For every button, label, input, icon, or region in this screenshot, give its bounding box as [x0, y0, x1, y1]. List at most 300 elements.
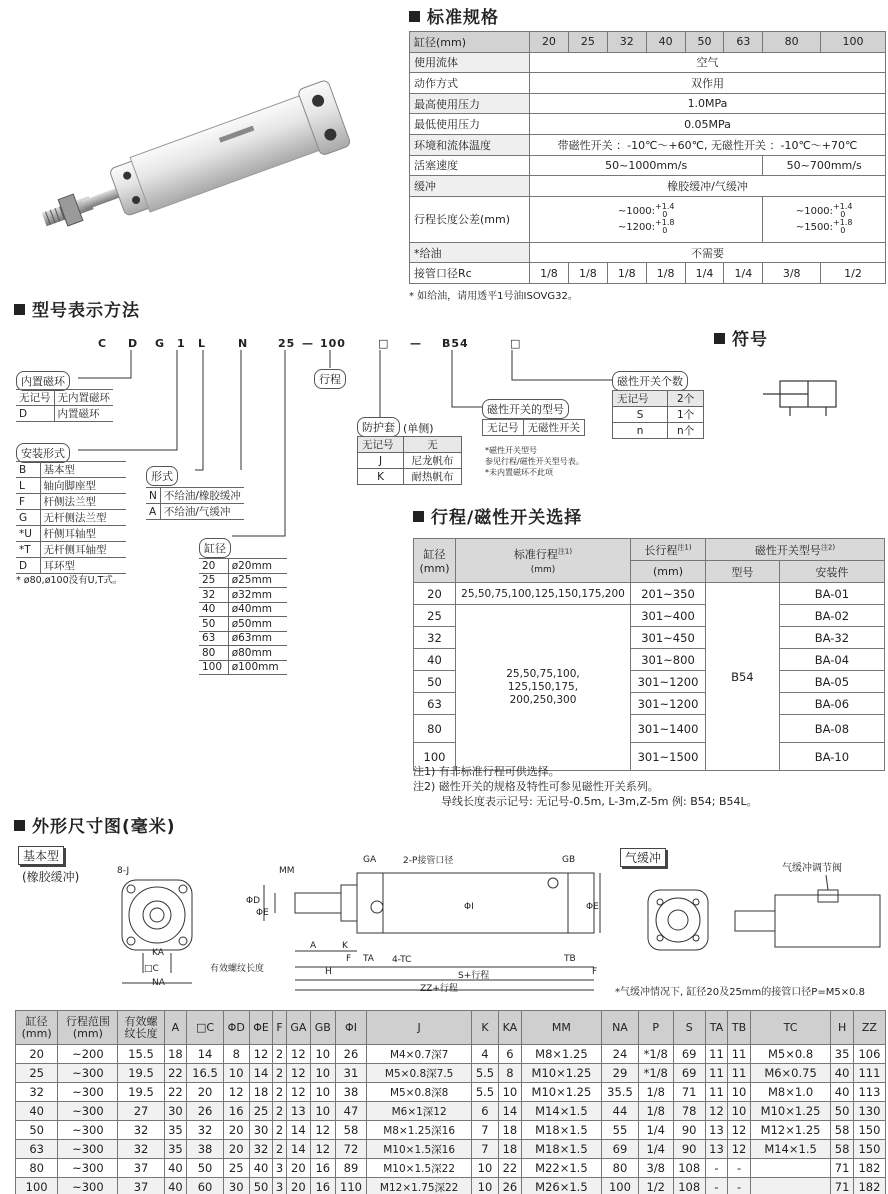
table-row [16, 1140, 886, 1159]
port-cell: 1/8 [530, 263, 569, 284]
dim-cell: 10 [499, 1083, 522, 1102]
dim-header: NA [602, 1011, 639, 1045]
dim-cell: 30 [249, 1121, 273, 1140]
dim-cell: 90 [673, 1121, 705, 1140]
dim-cell: 111 [853, 1064, 885, 1083]
bore-col: 80 [763, 32, 821, 53]
dim-header: TA [705, 1011, 728, 1045]
dim-cell: M5×0.8 [750, 1045, 830, 1064]
dim-cell: 31 [335, 1064, 367, 1083]
dim-label-p: 2-P接管口径 [403, 856, 454, 866]
dim-cell: 3 [273, 1178, 286, 1194]
dim-cell: 22 [164, 1064, 187, 1083]
symbol-section-title: 符号 [714, 325, 768, 350]
dim-label-e: ΦE [256, 908, 269, 918]
port-cell: 1/2 [821, 263, 886, 284]
dim-cell: 71 [831, 1159, 854, 1178]
dim-cell: 10 [311, 1083, 335, 1102]
dim-cell: 90 [673, 1140, 705, 1159]
dim-cell: ~300 [58, 1159, 118, 1178]
dim-cell: 50 [249, 1178, 273, 1194]
dim-cell: 12 [728, 1140, 751, 1159]
dim-cell: 2 [273, 1064, 286, 1083]
dim-cell: 32 [118, 1121, 164, 1140]
dim-cell: 72 [335, 1140, 367, 1159]
dim-cell: 11 [728, 1064, 751, 1083]
dim-cell: 150 [853, 1140, 885, 1159]
dim-cell: 32 [187, 1121, 224, 1140]
dim-cell: 3/8 [638, 1159, 673, 1178]
dim-cell: 40 [831, 1083, 854, 1102]
dim-cell: 50 [831, 1102, 854, 1121]
model-code-part: 1 [177, 337, 186, 350]
dim-cell: 19.5 [118, 1064, 164, 1083]
dim-label-c: □C [144, 964, 159, 974]
dim-cell: 20 [16, 1045, 58, 1064]
dim-cell: 26 [499, 1178, 522, 1194]
dim-cell: M8×1.25 [521, 1045, 601, 1064]
dim-header: MM [521, 1011, 601, 1045]
dim-cell: 30 [164, 1102, 187, 1121]
dim-cell: 35 [831, 1045, 854, 1064]
dim-cell: 150 [853, 1121, 885, 1140]
dim-header: TC [750, 1011, 830, 1045]
model-code-part: C [98, 337, 108, 350]
dim-cell: 13 [705, 1140, 728, 1159]
dim-cell [750, 1159, 830, 1178]
dim-cell: 30 [223, 1178, 249, 1194]
dim-cell: 6 [499, 1045, 522, 1064]
dim-cell: 80 [602, 1159, 639, 1178]
dim-cell: 38 [335, 1083, 367, 1102]
dim-cell: ~200 [58, 1045, 118, 1064]
dim-cell: M5×0.8深7.5 [367, 1064, 471, 1083]
dim-cell: 10 [471, 1159, 498, 1178]
dim-cell: 32 [16, 1083, 58, 1102]
dim-cell: M6×1深12 [367, 1102, 471, 1121]
dim-cell: 37 [118, 1178, 164, 1194]
dim-cell: M4×0.7深7 [367, 1045, 471, 1064]
boot-title: 防护套 [357, 417, 400, 437]
dim-cell: 12 [286, 1045, 310, 1064]
dim-header: 缸径 (mm) [16, 1011, 58, 1045]
model-code-part: L [198, 337, 207, 350]
dim-cell: 16 [223, 1102, 249, 1121]
dim-cell: 20 [286, 1178, 310, 1194]
dim-cell: 14 [499, 1102, 522, 1121]
dim-cell: 2 [273, 1083, 286, 1102]
dim-cell: M8×1.0 [750, 1083, 830, 1102]
dim-cell: 19.5 [118, 1083, 164, 1102]
dim-cell: 18 [499, 1140, 522, 1159]
stroke-notes: 注1) 有非标准行程可供选择。 注2) 磁性开关的规格及特性可参见磁性开关系列。 导线长度表示记号: 无记号-0.5m, L-3m,Z-5m 例: B54; B54L。 [413, 765, 758, 808]
dim-label-na: NA [152, 978, 165, 988]
dim-cell: 18 [249, 1083, 273, 1102]
dim-cell: 25 [249, 1102, 273, 1121]
dim-cell: 16 [311, 1178, 335, 1194]
model-code-part: 100 [320, 337, 346, 350]
dim-header: GB [311, 1011, 335, 1045]
dim-header: S [673, 1011, 705, 1045]
dim-cell: 16.5 [187, 1064, 224, 1083]
dim-cell: 27 [118, 1102, 164, 1121]
dim-cell: 113 [853, 1083, 885, 1102]
dim-cell: 12 [705, 1102, 728, 1121]
form-title: 形式 [146, 466, 178, 486]
table-row [16, 1159, 886, 1178]
dim-label-ka: KA [152, 948, 164, 958]
boot-subtitle: (单侧) [403, 422, 434, 435]
model-code-part: □ [510, 337, 522, 350]
bore-col: 50 [685, 32, 724, 53]
spec-section-title: 标准规格 [409, 3, 499, 28]
dim-cell: 58 [335, 1121, 367, 1140]
dim-label-j: 8-J [117, 866, 130, 876]
dim-cell: ~300 [58, 1064, 118, 1083]
dim-label-zz: ZZ+行程 [420, 984, 458, 994]
magnet-table: 无记号 无内置磁环 D 内置磁环 [16, 389, 113, 422]
dim-cell: 8 [499, 1064, 522, 1083]
dim-header: ZZ [853, 1011, 885, 1045]
dimension-table [15, 1010, 886, 1194]
bore-col: 32 [607, 32, 646, 53]
dim-cell: 12 [311, 1121, 335, 1140]
dim-cell: 2 [273, 1045, 286, 1064]
table-row [16, 1121, 886, 1140]
dim-cell: 58 [831, 1121, 854, 1140]
dim-cell: 1/8 [638, 1102, 673, 1121]
switch-count-table: 无记号 2个 S 1个 n n个 [612, 390, 704, 439]
dim-cell: 35 [164, 1121, 187, 1140]
dim-cell: 26 [187, 1102, 224, 1121]
dim-cell: 37 [118, 1159, 164, 1178]
dim-cell: 44 [602, 1102, 639, 1121]
dim-header: □C [187, 1011, 224, 1045]
table-row [16, 1064, 886, 1083]
dim-cell: 12 [311, 1140, 335, 1159]
dim-cell: 130 [853, 1102, 885, 1121]
dim-cell: ~300 [58, 1083, 118, 1102]
dim-cell: M26×1.5 [521, 1178, 601, 1194]
dim-cell: 29 [602, 1064, 639, 1083]
cylinder-product-photo [12, 62, 372, 242]
dim-cell: 13 [705, 1121, 728, 1140]
dim-header: A [164, 1011, 187, 1045]
mount-title: 安装形式 [16, 443, 70, 463]
dim-cell: ~300 [58, 1178, 118, 1194]
dim-cell: 20 [223, 1121, 249, 1140]
dim-cell: 11 [705, 1045, 728, 1064]
dim-cell: 11 [728, 1045, 751, 1064]
model-section-title: 型号表示方法 [14, 296, 140, 321]
dim-cell: 110 [335, 1178, 367, 1194]
dim-cell: 10 [311, 1064, 335, 1083]
spec-note: * 如给油，请用透平1号油ISOVG32。 [409, 291, 578, 302]
dim-cell: 35.5 [602, 1083, 639, 1102]
dim-cell: 80 [16, 1159, 58, 1178]
model-code-part: G [155, 337, 166, 350]
model-code-part: □ [378, 337, 390, 350]
mount-note: * ø80,ø100没有U,T式。 [16, 575, 123, 586]
dim-cell: 16 [311, 1159, 335, 1178]
dim-cell: 11 [705, 1064, 728, 1083]
dim-cell: M10×1.5深16 [367, 1140, 471, 1159]
dim-cell: 55 [602, 1121, 639, 1140]
dim-cell: 12 [286, 1083, 310, 1102]
model-code-part: — [410, 337, 422, 350]
basic-type-sub: (橡胶缓冲) [22, 870, 80, 884]
dim-cell: ~300 [58, 1102, 118, 1121]
switch-type-title: 磁性开关的型号 [482, 399, 569, 419]
dim-cell: M10×1.25 [521, 1083, 601, 1102]
dim-cell: 71 [831, 1178, 854, 1194]
dim-cell: 89 [335, 1159, 367, 1178]
cylinder-symbol [762, 376, 852, 420]
dim-cell: 26 [335, 1045, 367, 1064]
dim-cell: 14 [286, 1140, 310, 1159]
dim-cell: M10×1.25 [750, 1102, 830, 1121]
bore-header-label: 缸径(mm) [410, 32, 530, 53]
form-table: N 不给油/橡胶缓冲 A 不给油/气缓冲 [146, 487, 244, 520]
dim-cell: 108 [673, 1178, 705, 1194]
dim-cell: 13 [286, 1102, 310, 1121]
dim-cell: 24 [602, 1045, 639, 1064]
model-code-part: 25 [278, 337, 296, 350]
model-code-part: B54 [442, 337, 469, 350]
port-cell: 1/8 [607, 263, 646, 284]
bore-title: 缸径 [199, 538, 231, 558]
dim-label-d: ΦD [246, 896, 261, 906]
dim-label-ga: GA [363, 855, 377, 865]
dim-label-e-right: ΦE [586, 902, 599, 912]
dim-cell: M22×1.5 [521, 1159, 601, 1178]
dim-header: F [273, 1011, 286, 1045]
dim-cell [750, 1178, 830, 1194]
dim-cell: 18 [164, 1045, 187, 1064]
dim-cell: 6 [471, 1102, 498, 1121]
switch-count-title: 磁性开关个数 [612, 371, 688, 391]
dim-label-h: H [325, 967, 332, 977]
dim-cell: 22 [499, 1159, 522, 1178]
dim-cell: 10 [311, 1045, 335, 1064]
dims-section-title: 外形尺寸图(毫米) [14, 812, 176, 837]
model-code-part: — [302, 337, 314, 350]
dim-cell: 38 [187, 1140, 224, 1159]
dim-cell: 5.5 [471, 1083, 498, 1102]
stroke-table: 缸径 (mm) 标准行程$^{注1)}$ (mm) 长行程$^{注1)}$ 磁性开关型号$^{注2)}$ (mm) 型号 安装件 20 25,50,75,100,125,150,175,200 201~350 B54 BA-01 25 25,50,75,100, 125,150,175, 200,250,300 301~400 BA-02 32 301~450 BA-32 40 301~800 BA-04 50 301~1200 BA-05 63 301~1200 BA-06 80 301~1400 BA-08 100 301~1500 BA-10 [413, 538, 885, 771]
dim-cell: 71 [673, 1083, 705, 1102]
bore-col: 63 [724, 32, 763, 53]
dim-cell: 78 [673, 1102, 705, 1121]
dim-cell: *1/8 [638, 1064, 673, 1083]
dim-header: K [471, 1011, 498, 1045]
dim-cell: ~300 [58, 1121, 118, 1140]
dim-header: H [831, 1011, 854, 1045]
dim-label-i: ΦI [464, 902, 474, 912]
table-row [16, 1045, 886, 1064]
dim-cell: M14×1.5 [750, 1140, 830, 1159]
bore-col: 25 [568, 32, 607, 53]
port-cell: 3/8 [763, 263, 821, 284]
dim-cell: 108 [673, 1159, 705, 1178]
dim-cell: 12 [728, 1121, 751, 1140]
dim-cell: 63 [16, 1140, 58, 1159]
dim-cell: 10 [728, 1102, 751, 1121]
dim-label-thread: 有效螺纹长度 [210, 964, 265, 974]
air-cushion-tag: 气缓冲 [620, 848, 666, 867]
dim-cell: 50 [16, 1121, 58, 1140]
dim-cell: - [728, 1159, 751, 1178]
dim-cell: 25 [16, 1064, 58, 1083]
dim-header: ΦE [249, 1011, 273, 1045]
dim-cell: 40 [16, 1102, 58, 1121]
dim-cell: 5.5 [471, 1064, 498, 1083]
dim-cell: 4 [471, 1045, 498, 1064]
dim-cell: 106 [853, 1045, 885, 1064]
bore-col: 20 [530, 32, 569, 53]
dim-cell: 12 [249, 1045, 273, 1064]
dim-cell: M18×1.5 [521, 1140, 601, 1159]
stroke-section-title: 行程/磁性开关选择 [413, 503, 582, 528]
dim-cell: *1/8 [638, 1045, 673, 1064]
dim-cell: 14 [249, 1064, 273, 1083]
dim-cell: 69 [673, 1064, 705, 1083]
dim-label-tb: TB [564, 954, 576, 964]
dim-label-mm: MM [279, 866, 295, 876]
dim-cell: 69 [602, 1140, 639, 1159]
dim-header: J [367, 1011, 471, 1045]
dim-cell: 32 [118, 1140, 164, 1159]
dim-label-gb: GB [562, 855, 576, 865]
dim-cell: - [705, 1159, 728, 1178]
dim-cell: 47 [335, 1102, 367, 1121]
bore-table: 20 ø20mm 25 ø25mm 32 ø32mm 40 ø40mm 50 ø50mm 63 ø63mm 80 ø80mm 100 ø100mm [199, 558, 287, 675]
dim-label-a: A [310, 941, 317, 951]
dim-cell: 18 [499, 1121, 522, 1140]
dim-header: GA [286, 1011, 310, 1045]
dim-header: P [638, 1011, 673, 1045]
dim-cell: 182 [853, 1159, 885, 1178]
dim-cell: 20 [187, 1083, 224, 1102]
dim-cell: 2 [273, 1140, 286, 1159]
dim-header: 有效螺 纹长度 [118, 1011, 164, 1045]
dim-cell: 100 [602, 1178, 639, 1194]
model-code-part: D [128, 337, 139, 350]
mount-table: B 基本型 L 轴向脚座型 F 杆侧法兰型 G 无杆侧法兰型 *U 杆侧耳轴型 *T 无杆侧耳轴型 D 耳环型 [16, 461, 126, 574]
dim-cell: 32 [249, 1140, 273, 1159]
dim-cell: 50 [187, 1159, 224, 1178]
dim-cell: 69 [673, 1045, 705, 1064]
dim-cell: 40 [164, 1159, 187, 1178]
dim-cell: - [728, 1178, 751, 1194]
dim-cell: 35 [164, 1140, 187, 1159]
dim-cell: 60 [187, 1178, 224, 1194]
dim-cell: 25 [223, 1159, 249, 1178]
dim-label-tc: 4-TC [392, 955, 412, 965]
basic-type-tag: 基本型 [18, 846, 64, 865]
switch-type-notes: *磁性开关型号 参见行程/磁性开关型号表。 *未内置磁环不此项 [485, 446, 584, 477]
dim-cell: M10×1.5深22 [367, 1159, 471, 1178]
dim-cell: 58 [831, 1140, 854, 1159]
dim-cell: 1/4 [638, 1121, 673, 1140]
dim-label-f-right: F [592, 967, 598, 977]
bore-col: 40 [646, 32, 685, 53]
dim-cell: 3 [273, 1159, 286, 1178]
dim-header: 行程范围 (mm) [58, 1011, 118, 1045]
model-code-part: N [238, 337, 249, 350]
switch-type-table: 无记号 无磁性开关 [482, 419, 585, 436]
dim-cell: 10 [728, 1083, 751, 1102]
dim-cell: M5×0.8深8 [367, 1083, 471, 1102]
dim-cell: 10 [223, 1064, 249, 1083]
boot-table: 无记号 无 J 尼龙帆布 K 耐热帆布 [357, 436, 462, 485]
dim-cell: M10×1.25 [521, 1064, 601, 1083]
dim-cell: 1/8 [638, 1083, 673, 1102]
dim-cell: 10 [311, 1102, 335, 1121]
dim-cell: 7 [471, 1121, 498, 1140]
dimension-drawings [0, 845, 888, 1000]
dim-cell: 8 [223, 1045, 249, 1064]
dim-header: KA [499, 1011, 522, 1045]
dim-cell: - [705, 1178, 728, 1194]
port-cell: 1/8 [646, 263, 685, 284]
dim-cell: M14×1.5 [521, 1102, 601, 1121]
port-cell: 1/4 [724, 263, 763, 284]
dim-header: ΦI [335, 1011, 367, 1045]
air-valve-label: 气缓冲调节阀 [782, 863, 842, 874]
dim-label-f: F [346, 954, 352, 964]
spec-table: 缸径(mm) 20 25 32 40 50 63 80 100 使用流体 空气 动作方式 双作用 最高使用压力 1.0MPa 最低使用压力 0.05MPa 环境和流体温度 带磁性开关 ：-10℃～+60℃, 无磁性开关 ：-10℃～+70℃ 活塞速度 50~1000mm/s 50~700mm/s 缓冲 橡胶缓冲/气缓冲 行程长度公差(mm) ~1000:+1.4 0 ~1200:+1.8 0 ~1000:+1.4 0 ~1500:+1.8 0 *给油 不需要 接管口径Rc 1/8 1/8 1/8 1/8 1/4 1/4 3/8 1/2 [409, 31, 886, 284]
dim-cell: 20 [223, 1140, 249, 1159]
dim-label-s: S+行程 [458, 971, 490, 981]
magnet-title: 内置磁环 [16, 371, 70, 391]
dim-cell: 7 [471, 1140, 498, 1159]
stroke-label: 行程 [314, 369, 346, 389]
dim-cell: 15.5 [118, 1045, 164, 1064]
dim-cell: 100 [16, 1178, 58, 1194]
port-cell: 1/4 [685, 263, 724, 284]
dim-cell: 14 [286, 1121, 310, 1140]
dim-header: ΦD [223, 1011, 249, 1045]
port-cell: 1/8 [568, 263, 607, 284]
dim-cell: 20 [286, 1159, 310, 1178]
dim-cell: 11 [705, 1083, 728, 1102]
dim-cell: M6×0.75 [750, 1064, 830, 1083]
dim-cell: 1/4 [638, 1140, 673, 1159]
dim-cell: 2 [273, 1102, 286, 1121]
dim-header: TB [728, 1011, 751, 1045]
dim-cell: 12 [223, 1083, 249, 1102]
dim-cell: 14 [187, 1045, 224, 1064]
table-row [16, 1083, 886, 1102]
table-row [16, 1178, 886, 1194]
dims-note: *气缓冲情况下, 缸径20及25mm的接管口径P=M5×0.8 [615, 987, 865, 998]
dim-cell: M12×1.75深22 [367, 1178, 471, 1194]
dim-cell: 40 [831, 1064, 854, 1083]
table-row [16, 1102, 886, 1121]
dim-label-ta: TA [363, 954, 374, 964]
dim-cell: 22 [164, 1083, 187, 1102]
dim-label-k: K [342, 941, 348, 951]
dim-cell: M18×1.5 [521, 1121, 601, 1140]
dim-cell: 1/2 [638, 1178, 673, 1194]
dim-cell: 40 [164, 1178, 187, 1194]
dim-cell: 40 [249, 1159, 273, 1178]
dim-cell: 2 [273, 1121, 286, 1140]
bore-col: 100 [821, 32, 886, 53]
dim-cell: 12 [286, 1064, 310, 1083]
dim-cell: M12×1.25 [750, 1121, 830, 1140]
